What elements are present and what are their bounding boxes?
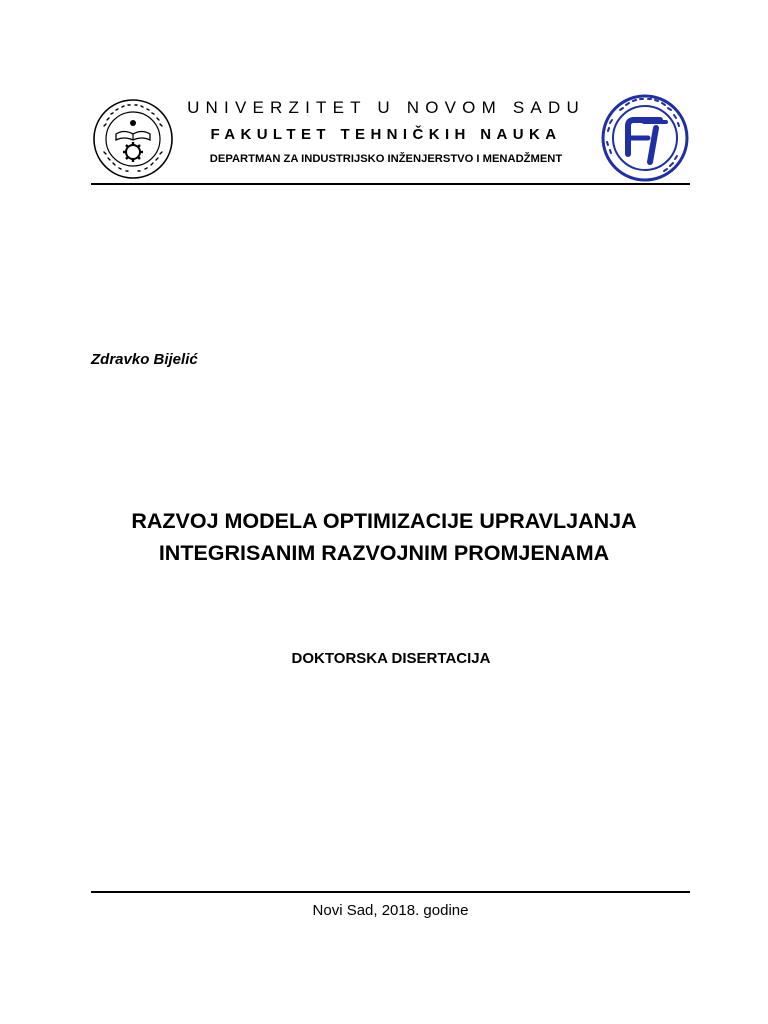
thesis-title-line-1: RAZVOJ MODELA OPTIMIZACIJE UPRAVLJANJA (131, 509, 637, 533)
thesis-title (60, 505, 708, 569)
author-name: Zdravko Bijelić (91, 351, 198, 368)
university-seal-icon (92, 96, 174, 182)
university-name: UNIVERZITET U NOVOM SADU (187, 98, 585, 117)
faculty-logo-icon (598, 92, 692, 184)
thesis-title-line-2: INTEGRISANIM RAZVOJNIM PROMJENAMA (158, 541, 610, 565)
header-divider (91, 183, 690, 185)
department-name: DEPARTMAN ZA INDUSTRIJSKO INŽENJERSTVO I MENADŽMENT (209, 153, 563, 165)
document-type: DOKTORSKA DISERTACIJA (291, 650, 491, 667)
place-and-year: Novi Sad, 2018. godine (312, 902, 469, 919)
faculty-name: FAKULTET TEHNIČKIH NAUKA (210, 126, 562, 143)
footer-divider (91, 891, 690, 893)
